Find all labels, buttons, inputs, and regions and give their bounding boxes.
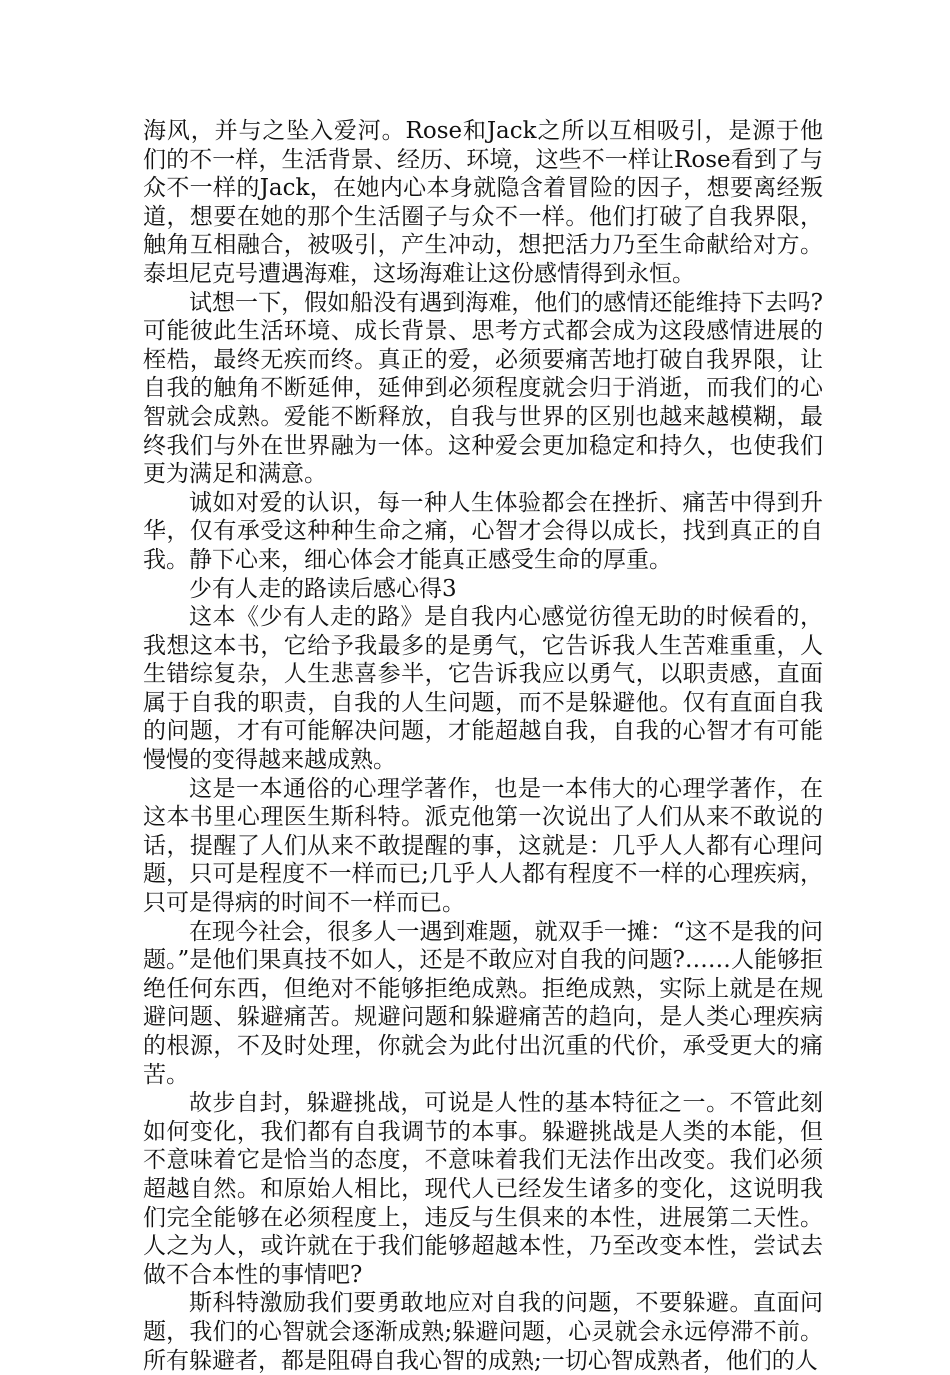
paragraph-6: 在现今社会，很多人一遇到难题，就双手一摊：“这不是我的问题。”是他们果真技不如人，还是不敢应对自我的问题?……人能够拒绝任何东西，但绝对不能够拒绝成熟。拒绝成熟，实际上就是在规避问题、躲避痛苦。规避问题和躲避痛苦的趋向，是人类心理疾病的根源，不及时处理，你就会为此付出沉重的代价，承受更大的痛苦。 <box>143 918 823 1088</box>
paragraph-7: 故步自封，躲避挑战，可说是人性的基本特征之一。不管此刻如何变化，我们都有自我调节的本事。躲避挑战是人类的本能，但不意味着它是恰当的态度，不意味着我们无法作出改变。我们必须超越自然。和原始人相比，现代人已经发生诸多的变化，这说明我们完全能够在必须程度上，违反与生俱来的本性，进展第二天性。人之为人，或许就在于我们能够超越本性，乃至改变本性，尝试去做不合本性的事情吧? <box>143 1090 823 1288</box>
paragraph-3: 诚如对爱的认识，每一种人生体验都会在挫折、痛苦中得到升华，仅有承受这种种生命之痛，心智才会得以成长，找到真正的自我。静下心来，细心体会才能真正感受生命的厚重。 <box>143 489 823 573</box>
paragraph-5: 这是一本通俗的心理学著作，也是一本伟大的心理学著作，在这本书里心理医生斯科特。派克他第一次说出了人们从来不敢说的话，提醒了人们从来不敢提醒的事，这就是：几乎人人都有心理问题，只可是程度不一样而已;几乎人人都有程度不一样的心理疾病，只可是得病的时间不一样而已。 <box>143 775 823 917</box>
paragraph-4: 这本《少有人走的路》是自我内心感觉彷徨无助的时候看的，我想这本书，它给予我最多的是勇气，它告诉我人生苦难重重，人生错综复杂，人生悲喜参半，它告诉我应以勇气，以职责感，直面属于自我的职责，自我的人生问题，而不是躲避他。仅有直面自我的问题，才有可能解决问题，才能超越自我，自我的心智才有可能慢慢的变得越来越成熟。 <box>143 604 823 774</box>
document-page <box>143 117 823 1375</box>
section-heading: 少有人走的路读后感心得3 <box>189 575 457 602</box>
paragraph-8: 斯科特激励我们要勇敢地应对自我的问题，不要躲避。直面问题，我们的心智就会逐渐成熟;躲避问题，心灵就会永远停滞不前。所有躲避者，都是阻碍自我心智的成熟;一切心智成熟者，他们的人 <box>143 1290 823 1374</box>
paragraph-1: 海风，并与之坠入爱河。Rose和Jack之所以互相吸引，是源于他们的不一样，生活背景、经历、环境，这些不一样让Rose看到了与众不一样的Jack，在她内心本身就隐含着冒险的因子，想要离经叛道，想要在她的那个生活圈子与众不一样。他们打破了自我界限，触角互相融合，被吸引，产生冲动，想把活力乃至生命献给对方。泰坦尼克号遭遇海难，这场海难让这份感情得到永恒。 <box>143 118 823 287</box>
paragraph-2: 试想一下，假如船没有遇到海难，他们的感情还能维持下去吗?可能彼此生活环境、成长背景、思考方式都会成为这段感情进展的桎梏，最终无疾而终。真正的爱，必须要痛苦地打破自我界限，让自我的触角不断延伸，延伸到必须程度就会归于消逝，而我们的心智就会成熟。爱能不断释放，自我与世界的区别也越来越模糊，最终我们与外在世界融为一体。这种爱会更加稳定和持久，也使我们更为满足和满意。 <box>143 289 823 488</box>
